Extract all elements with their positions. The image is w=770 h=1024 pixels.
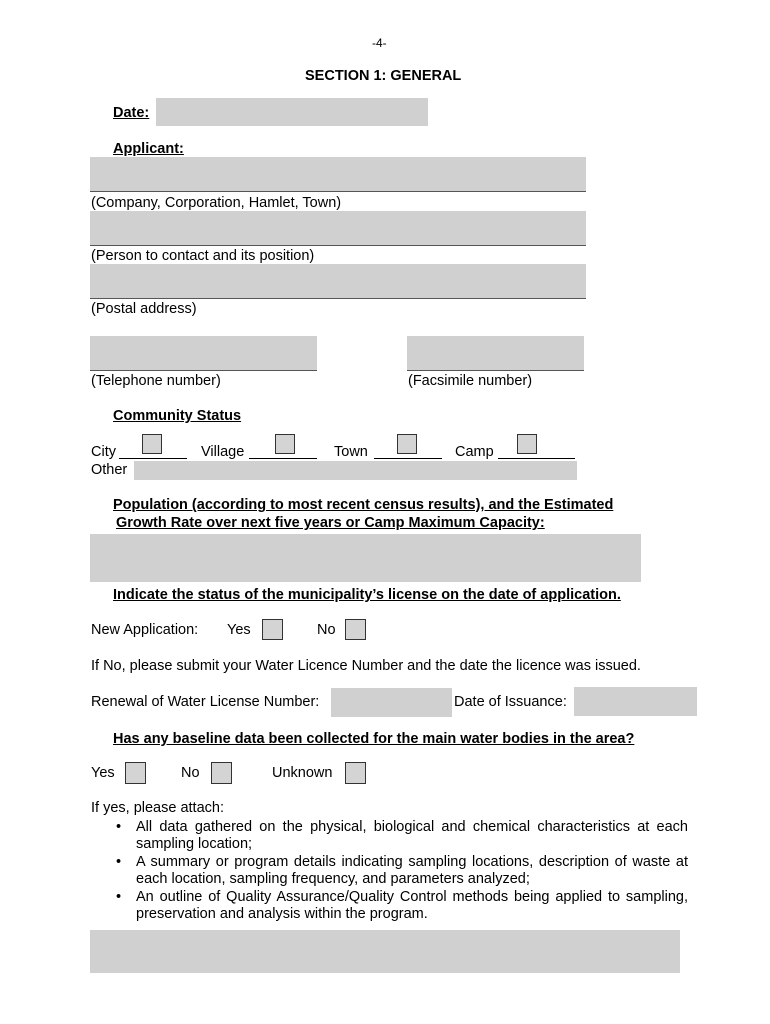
village-label: Village bbox=[201, 444, 245, 460]
postal-caption: (Postal address) bbox=[91, 301, 197, 317]
license-status-heading: Indicate the status of the municipality’s license on the date of application. bbox=[113, 587, 621, 603]
camp-checkbox[interactable] bbox=[517, 434, 537, 454]
applicant-label: Applicant: bbox=[113, 141, 184, 157]
baseline-no-label: No bbox=[181, 765, 200, 781]
population-heading-line2: Growth Rate over next five years or Camp Maximum Capacity: bbox=[116, 515, 545, 531]
population-field[interactable] bbox=[90, 534, 641, 582]
section-title: SECTION 1: GENERAL bbox=[305, 68, 462, 84]
date-field[interactable] bbox=[156, 98, 428, 126]
other-label: Other bbox=[91, 462, 128, 478]
baseline-unknown-checkbox[interactable] bbox=[345, 762, 366, 784]
renewal-label: Renewal of Water License Number: bbox=[91, 694, 320, 710]
list-item-text: An outline of Quality Assurance/Quality Control methods being applied to sampling, preservation and analysis within the program. bbox=[136, 889, 688, 922]
list-item-text: All data gathered on the physical, biological and chemical characteristics at each sampling location; bbox=[136, 819, 688, 852]
list-item bbox=[90, 819, 688, 853]
population-heading-line1: Population (according to most recent census results), and the Estimated bbox=[113, 497, 614, 513]
new-application-yes-checkbox[interactable] bbox=[262, 619, 283, 640]
baseline-yes-label: Yes bbox=[91, 765, 115, 781]
contact-caption: (Person to contact and its position) bbox=[91, 248, 315, 264]
page-number: -4- bbox=[372, 36, 387, 50]
if-yes-instruction: If yes, please attach: bbox=[91, 800, 224, 816]
company-caption: (Company, Corporation, Hamlet, Town) bbox=[91, 195, 342, 211]
list-item bbox=[90, 889, 688, 923]
new-application-no-label: No bbox=[317, 622, 336, 638]
city-label: City bbox=[91, 444, 116, 460]
other-field[interactable] bbox=[134, 461, 577, 480]
bullet-icon: • bbox=[116, 854, 122, 870]
issuance-label: Date of Issuance: bbox=[454, 694, 567, 710]
baseline-no-checkbox[interactable] bbox=[211, 762, 232, 784]
town-checkbox[interactable] bbox=[397, 434, 417, 454]
new-application-yes-label: Yes bbox=[227, 622, 251, 638]
town-underline bbox=[374, 458, 442, 459]
facsimile-caption: (Facsimile number) bbox=[408, 373, 533, 389]
list-item bbox=[90, 854, 688, 888]
postal-field[interactable] bbox=[90, 264, 586, 299]
contact-field[interactable] bbox=[90, 211, 586, 246]
telephone-caption: (Telephone number) bbox=[91, 373, 221, 389]
baseline-heading: Has any baseline data been collected for the main water bodies in the area? bbox=[113, 731, 635, 747]
bullet-icon: • bbox=[116, 889, 122, 905]
bullet-icon: • bbox=[116, 819, 122, 835]
new-application-label: New Application: bbox=[91, 622, 199, 638]
list-item-text: A summary or program details indicating sampling locations, description of waste at each location, sampling frequency, and parameters analyzed; bbox=[136, 854, 688, 887]
village-checkbox[interactable] bbox=[275, 434, 295, 454]
city-checkbox[interactable] bbox=[142, 434, 162, 454]
community-status-heading: Community Status bbox=[113, 408, 242, 424]
village-underline bbox=[249, 458, 317, 459]
baseline-attachment-field[interactable] bbox=[90, 930, 680, 973]
camp-label: Camp bbox=[455, 444, 494, 460]
baseline-yes-checkbox[interactable] bbox=[125, 762, 146, 784]
renewal-license-number-field[interactable] bbox=[331, 688, 452, 717]
attachment-list bbox=[90, 819, 688, 924]
town-label: Town bbox=[334, 444, 368, 460]
date-of-issuance-field[interactable] bbox=[574, 687, 697, 716]
new-application-no-checkbox[interactable] bbox=[345, 619, 366, 640]
if-no-instruction: If No, please submit your Water Licence Number and the date the licence was issued. bbox=[91, 658, 641, 674]
date-label: Date: bbox=[113, 105, 150, 121]
telephone-field[interactable] bbox=[90, 336, 317, 371]
company-field[interactable] bbox=[90, 157, 586, 192]
city-underline bbox=[119, 458, 187, 459]
camp-underline bbox=[498, 458, 575, 459]
baseline-unknown-label: Unknown bbox=[272, 765, 333, 781]
facsimile-field[interactable] bbox=[407, 336, 584, 371]
